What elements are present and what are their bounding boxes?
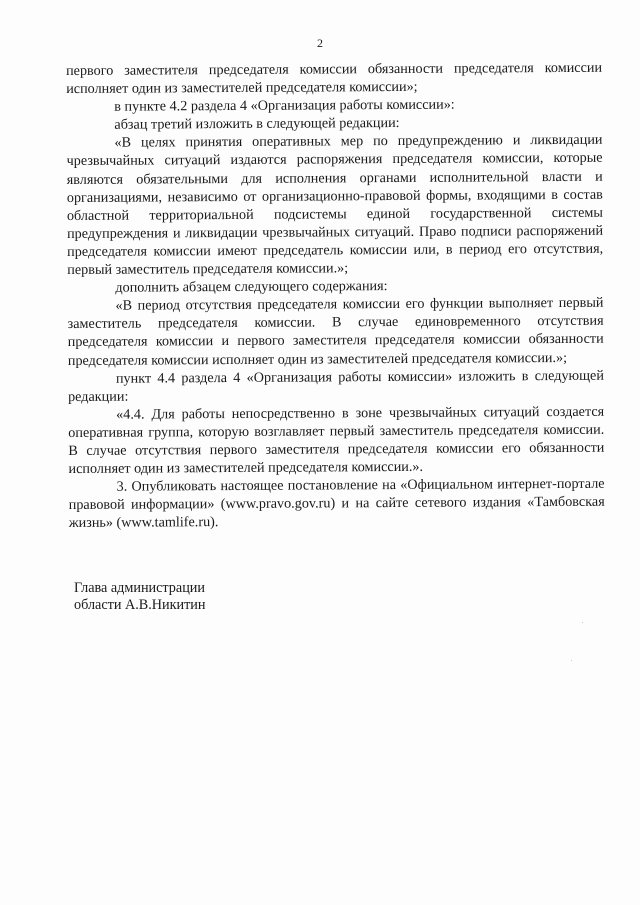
scan-speck <box>571 660 572 661</box>
signature-name: области А.В.Никитин <box>74 597 206 613</box>
paragraph: «В период отсутствия председателя комиссии его функции выполняет первый заместитель председателя комиссии. В случае единовременного отсутствия председателя комиссии и первого заместителя председателя комиссии обязанности председателя комиссии исполняет один из заместителей председателя комиссии.»; <box>67 294 604 369</box>
paragraph: дополнить абзацем следующего содержания: <box>115 278 388 296</box>
signature-block <box>74 580 205 614</box>
paragraph: «В целях принятия оперативных мер по предупреждению и ликвидации чрезвычайных ситуаций издаются распоряжения председателя комиссии, которые являются обязательными для исполнения органами исполнительной власти и организациями, независимо от организационно-правовой формы, входящими в состав областной территориальной подсистемы единой государственной системы предупреждения и ликвидации чрезвычайных ситуаций. Право подписи распоряжений председателя комиссии имеют председатель комиссии или, в период его отсутствия, первый заместитель председателя комиссии.»; <box>66 132 604 279</box>
scan-speck <box>582 622 583 623</box>
paragraph: первого заместителя председателя комиссии обязанности председателя комиссии исполняет один из заместителей председателя комиссии»; <box>66 59 603 98</box>
document-body <box>66 59 605 533</box>
paragraph: 3. Опубликовать настоящее постановление на «Официальном интернет-портале правовой информации» (www.pravo.gov.ru) и на сайте сетевого издания «Тамбовская жизнь» (www.tamlife.ru). <box>68 475 605 532</box>
page-number: 2 <box>317 36 323 50</box>
paragraph: в пункте 4.2 раздела 4 «Организация работы комиссии»: <box>114 96 455 115</box>
paragraph: абзац третий изложить в следующей редакции: <box>114 115 400 133</box>
paragraph: пункт 4.4 раздела 4 «Организация работы комиссии» изложить в следующей редакции: <box>67 367 604 405</box>
signature-title: Глава администрации <box>74 580 205 596</box>
paragraph: «4.4. Для работы непосредственно в зоне чрезвычайных ситуаций создается оперативная группа, которую возглавляет первый заместитель председателя комиссии. В случае отсутствия первого заместителя председателя комиссии его обязанности исполняет один из заместителей председателя комиссии.». <box>68 403 605 478</box>
